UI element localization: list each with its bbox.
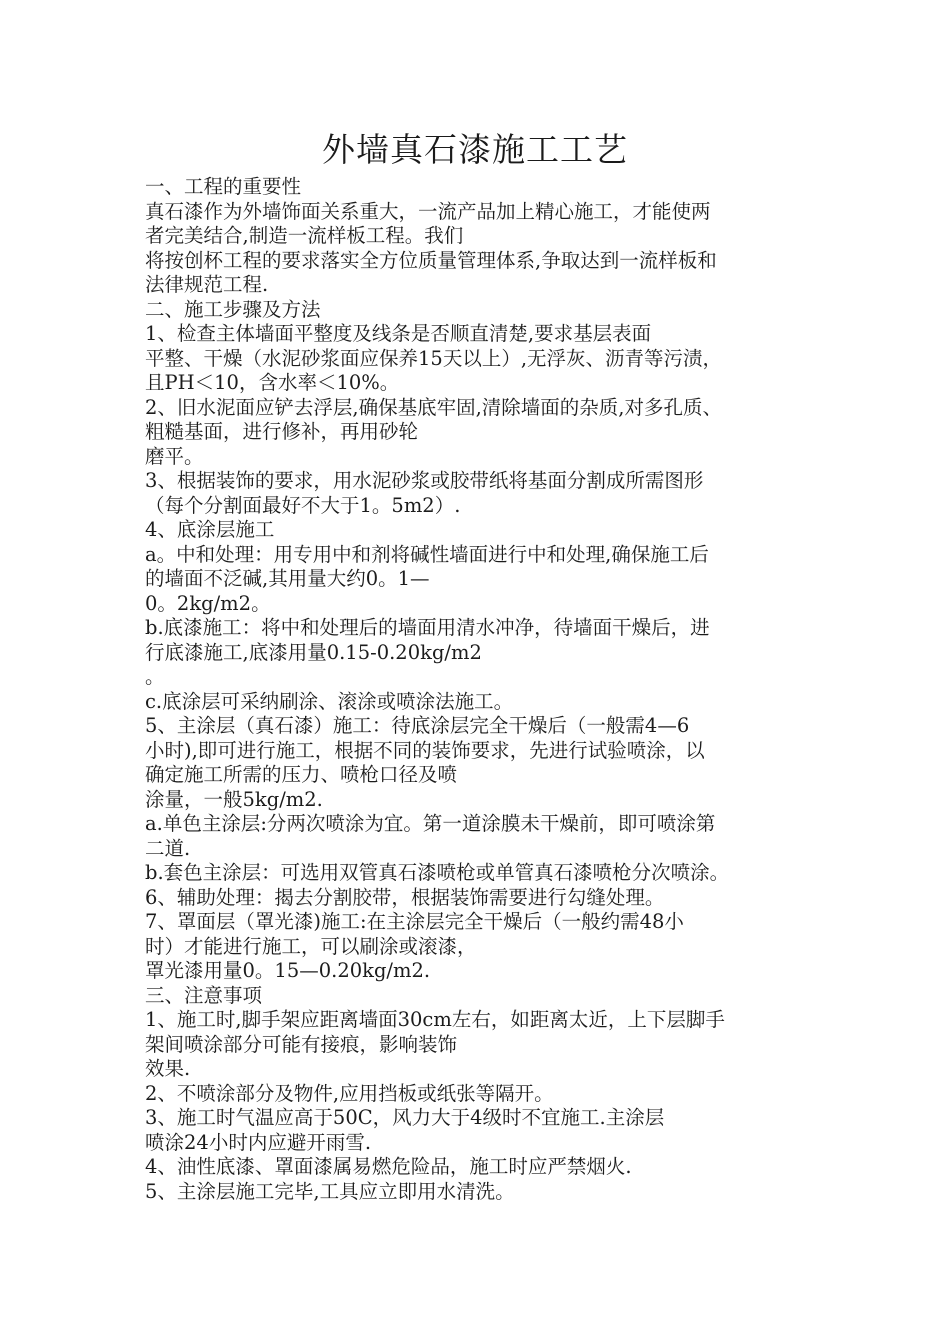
- text-line: 行底漆施工,底漆用量0.15-0.20kg/m2: [145, 640, 482, 664]
- text-line: 法律规范工程.: [145, 273, 269, 296]
- text-line: 喷涂24小时内应避开雨雪.: [145, 1130, 372, 1154]
- text-line: 确定施工所需的压力、喷枪口径及喷: [145, 763, 458, 786]
- text-line: 二、施工步骤及方法: [145, 297, 321, 321]
- text-line: 磨平。: [145, 444, 204, 468]
- text-line: 粗糙基面，进行修补，再用砂轮: [145, 420, 419, 443]
- text-line: 6、辅助处理：揭去分割胶带，根据装饰需要进行勾缝处理。: [145, 885, 665, 909]
- text-line: 罩光漆用量0。15—0.20kg/m2.: [145, 959, 431, 982]
- text-line: 。: [145, 665, 165, 688]
- text-line: 平整、干燥（水泥砂浆面应保养15天以上）,无浮灰、沥青等污渍，: [145, 346, 723, 370]
- text-line: 三、注意事项: [145, 983, 263, 1007]
- text-line: b.底漆施工：将中和处理后的墙面用清水冲净，待墙面干燥后，进: [145, 616, 710, 639]
- text-line: 涂量，一般5kg/m2.: [145, 787, 323, 811]
- text-line: a.单色主涂层:分两次喷涂为宜。第一道涂膜未干燥前，即可喷涂第: [145, 812, 716, 835]
- text-line: 的墙面不泛碱,其用量大约0。1—: [145, 567, 430, 590]
- text-line: c.底涂层可采纳刷涂、滚涂或喷涂法施工。: [145, 689, 514, 713]
- text-line: 小时),即可进行施工，根据不同的装饰要求，先进行试验喷涂，以: [145, 738, 705, 762]
- text-line: 7、罩面层（罩光漆)施工:在主涂层完全干燥后（一般约需48小: [145, 910, 684, 933]
- text-line: 时）才能进行施工，可以刷涂或滚漆，: [145, 934, 477, 958]
- text-line: 2、旧水泥面应铲去浮层,确保基底牢固,清除墙面的杂质,对多孔质、: [145, 395, 723, 419]
- text-line: 二道.: [145, 836, 191, 860]
- text-line: 将按创杯工程的要求落实全方位质量管理体系,争取达到一流样板和: [145, 248, 717, 272]
- text-line: 2、不喷涂部分及物件,应用挡板或纸张等隔开。: [145, 1081, 554, 1105]
- text-line: 5、主涂层（真石漆）施工：待底涂层完全干燥后（一般需4—6: [145, 714, 690, 737]
- text-line: 且PH＜10，含水率＜10%。: [145, 371, 400, 394]
- text-line: 一、工程的重要性: [145, 175, 302, 198]
- document-title: 外墙真石漆施工工艺: [322, 130, 628, 169]
- text-line: 3、根据装饰的要求，用水泥砂浆或胶带纸将基面分割成所需图形: [145, 469, 704, 492]
- text-line: b.套色主涂层：可选用双管真石漆喷枪或单管真石漆喷枪分次喷涂。: [145, 861, 730, 884]
- text-line: 4、底涂层施工: [145, 518, 275, 541]
- text-line: 1、施工时,脚手架应距离墙面30cm左右，如距离太近，上下层脚手: [145, 1008, 725, 1031]
- text-line: 架间喷涂部分可能有接痕，影响装饰: [145, 1032, 458, 1056]
- text-line: 真石漆作为外墙饰面关系重大，一流产品加上精心施工，才能使两: [145, 199, 711, 223]
- text-line: 0。2kg/m2。: [145, 591, 271, 615]
- text-line: 5、主涂层施工完毕,工具应立即用水清洗。: [145, 1179, 515, 1203]
- text-line: 4、油性底漆、罩面漆属易燃危险品，施工时应严禁烟火.: [145, 1155, 632, 1178]
- text-line: 者完美结合,制造一流样板工程。我们: [145, 224, 464, 247]
- text-line: （每个分割面最好不大于1。5m2）.: [145, 493, 461, 517]
- text-line: 3、施工时气温应高于50C，风力大于4级时不宜施工.主涂层: [145, 1106, 665, 1129]
- text-line: a。中和处理：用专用中和剂将碱性墙面进行中和处理,确保施工后: [145, 542, 709, 566]
- document-body: [145, 175, 825, 1204]
- text-line: 效果.: [145, 1057, 191, 1080]
- text-line: 1、检查主体墙面平整度及线条是否顺直清楚,要求基层表面: [145, 322, 652, 345]
